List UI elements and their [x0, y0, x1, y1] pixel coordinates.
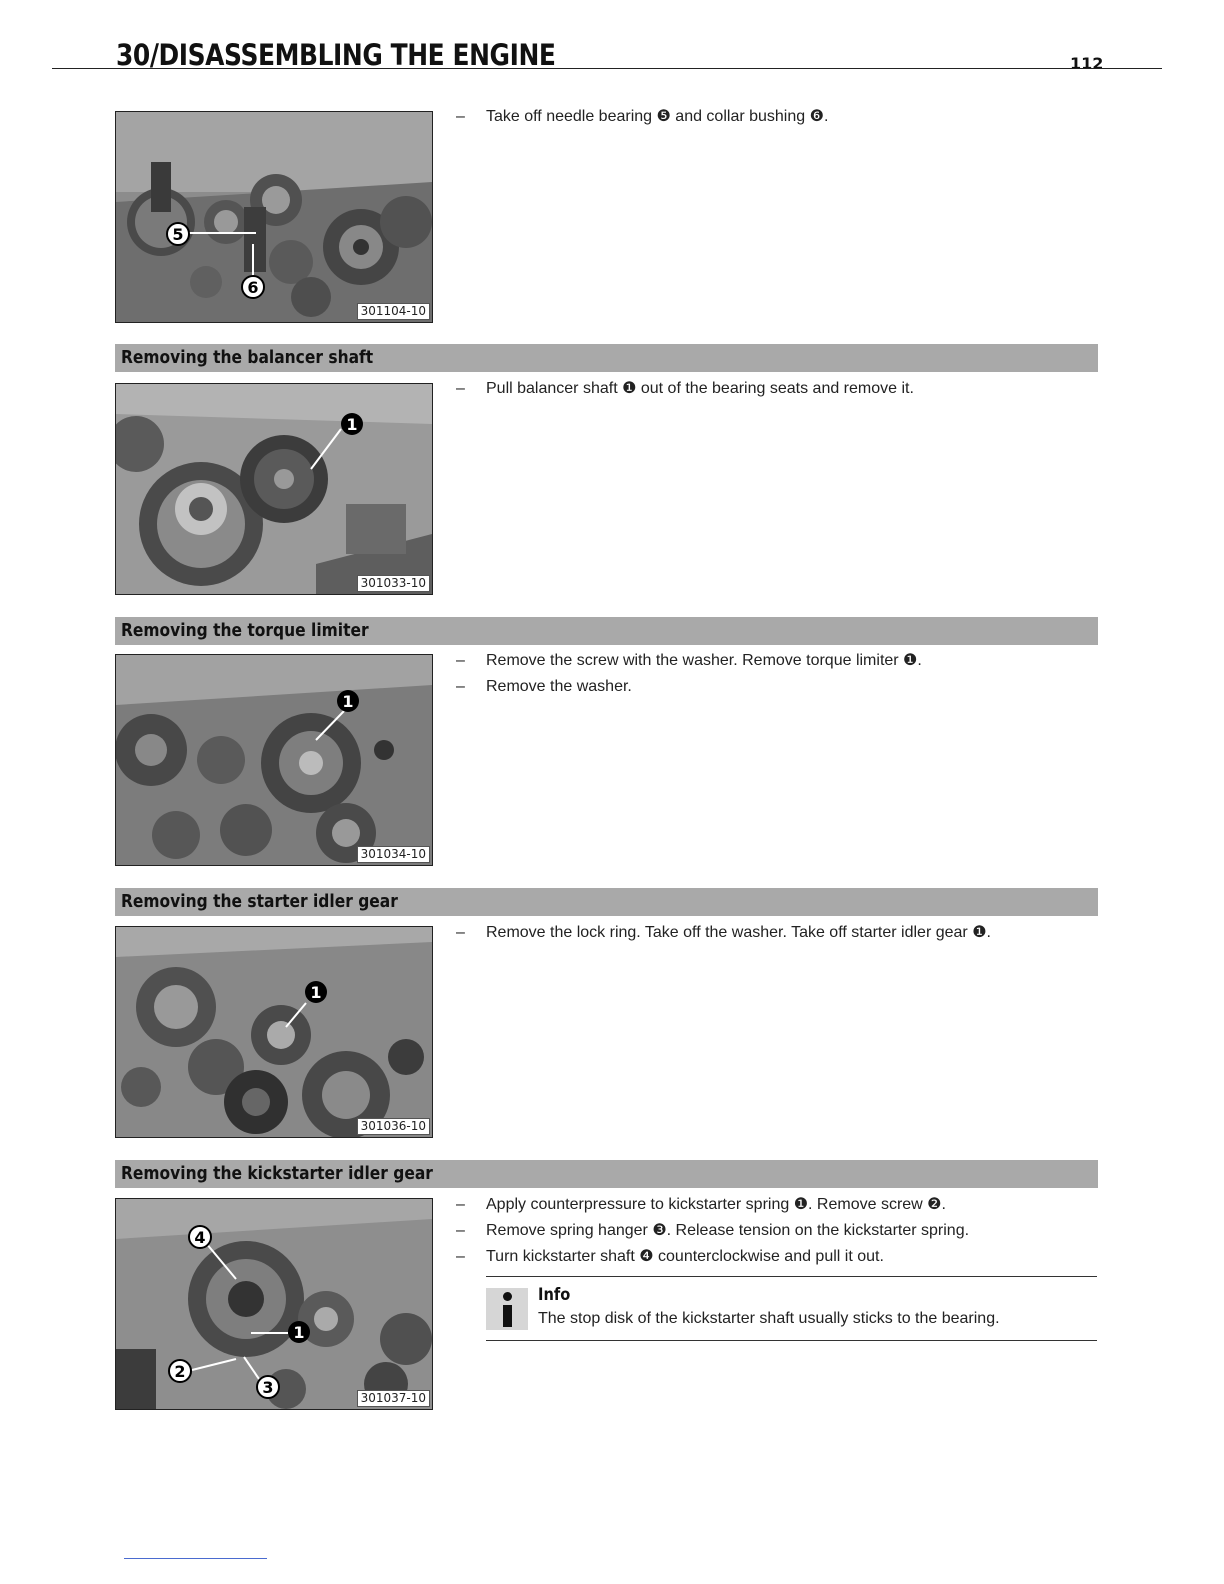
svg-text:5: 5 — [172, 225, 184, 244]
callout-1 — [288, 1321, 310, 1343]
figure-starter-idler-gear — [115, 926, 433, 1138]
callout-5 — [167, 223, 189, 245]
step-item: – Take off needle bearing ❺ and collar bushing ❻. — [456, 104, 1096, 130]
step-bullet: – — [456, 924, 465, 941]
callout-1 — [305, 981, 327, 1003]
info-text: The stop disk of the kickstarter shaft usually sticks to the bearing. — [538, 1310, 1000, 1327]
info-icon — [486, 1288, 528, 1330]
figure-kickstarter-idler-gear — [115, 1198, 433, 1410]
step-list — [456, 376, 1096, 402]
engine-photo — [116, 655, 432, 865]
figure-balancer-shaft — [115, 383, 433, 595]
callout-2 — [169, 1360, 191, 1382]
section-header-balancer-shaft: Removing the balancer shaft — [115, 344, 1098, 372]
step-item: – Remove the screw with the washer. Remove torque limiter ❶. — [456, 648, 1096, 674]
step-bullet: – — [456, 1222, 465, 1239]
step-list — [456, 1192, 1096, 1270]
step-item: – Remove spring hanger ❸. Release tension on the kickstarter spring. — [456, 1218, 1096, 1244]
engine-photo — [116, 384, 432, 594]
step-item: – Apply counterpressure to kickstarter spring ❶. Remove screw ❷. — [456, 1192, 1096, 1218]
section-header-kickstarter-idler-gear: Removing the kickstarter idler gear — [115, 1160, 1098, 1188]
info-title: Info — [538, 1285, 571, 1305]
engine-photo — [116, 112, 432, 322]
title-rule — [52, 68, 1162, 69]
step-item: – Pull balancer shaft ❶ out of the bearing seats and remove it. — [456, 376, 1096, 402]
svg-text:3: 3 — [262, 1378, 274, 1397]
figure-torque-limiter — [115, 654, 433, 866]
step-bullet: – — [456, 1248, 465, 1265]
step-bullet: – — [456, 678, 465, 695]
figure-id: 301033-10 — [357, 575, 430, 592]
step-list — [456, 648, 1096, 700]
svg-text:1: 1 — [342, 692, 354, 711]
figure-needle-bearing — [115, 111, 433, 323]
step-bullet: – — [456, 380, 465, 397]
step-item: – Remove the lock ring. Take off the washer. Take off starter idler gear ❶. — [456, 920, 1096, 946]
figure-id: 301104-10 — [357, 303, 430, 320]
info-box — [486, 1276, 1097, 1341]
step-list — [456, 920, 1096, 946]
callout-6 — [242, 276, 264, 298]
figure-id: 301037-10 — [357, 1390, 430, 1407]
section-header-starter-idler-gear: Removing the starter idler gear — [115, 888, 1098, 916]
section-header-torque-limiter: Removing the torque limiter — [115, 617, 1098, 645]
page-number: 112 — [1070, 54, 1104, 73]
callout-3 — [257, 1376, 279, 1398]
page-title: 30/DISASSEMBLING THE ENGINE — [116, 38, 556, 72]
engine-photo — [116, 1199, 432, 1409]
step-item: – Turn kickstarter shaft ❹ counterclockwise and pull it out. — [456, 1244, 1096, 1270]
svg-text:6: 6 — [247, 278, 259, 297]
footer-link-line — [124, 1558, 267, 1559]
svg-text:1: 1 — [310, 983, 322, 1002]
svg-text:2: 2 — [174, 1362, 186, 1381]
step-bullet: – — [456, 108, 465, 125]
callout-1 — [341, 413, 363, 435]
svg-text:1: 1 — [293, 1323, 305, 1342]
step-bullet: – — [456, 652, 465, 669]
svg-text:1: 1 — [346, 415, 358, 434]
step-bullet: – — [456, 1196, 465, 1213]
figure-id: 301036-10 — [357, 1118, 430, 1135]
figure-id: 301034-10 — [357, 846, 430, 863]
svg-text:4: 4 — [194, 1228, 206, 1247]
step-list — [456, 104, 1096, 130]
engine-photo — [116, 927, 432, 1137]
callout-1 — [337, 690, 359, 712]
callout-4 — [189, 1226, 211, 1248]
step-item: – Remove the washer. — [456, 674, 1096, 700]
